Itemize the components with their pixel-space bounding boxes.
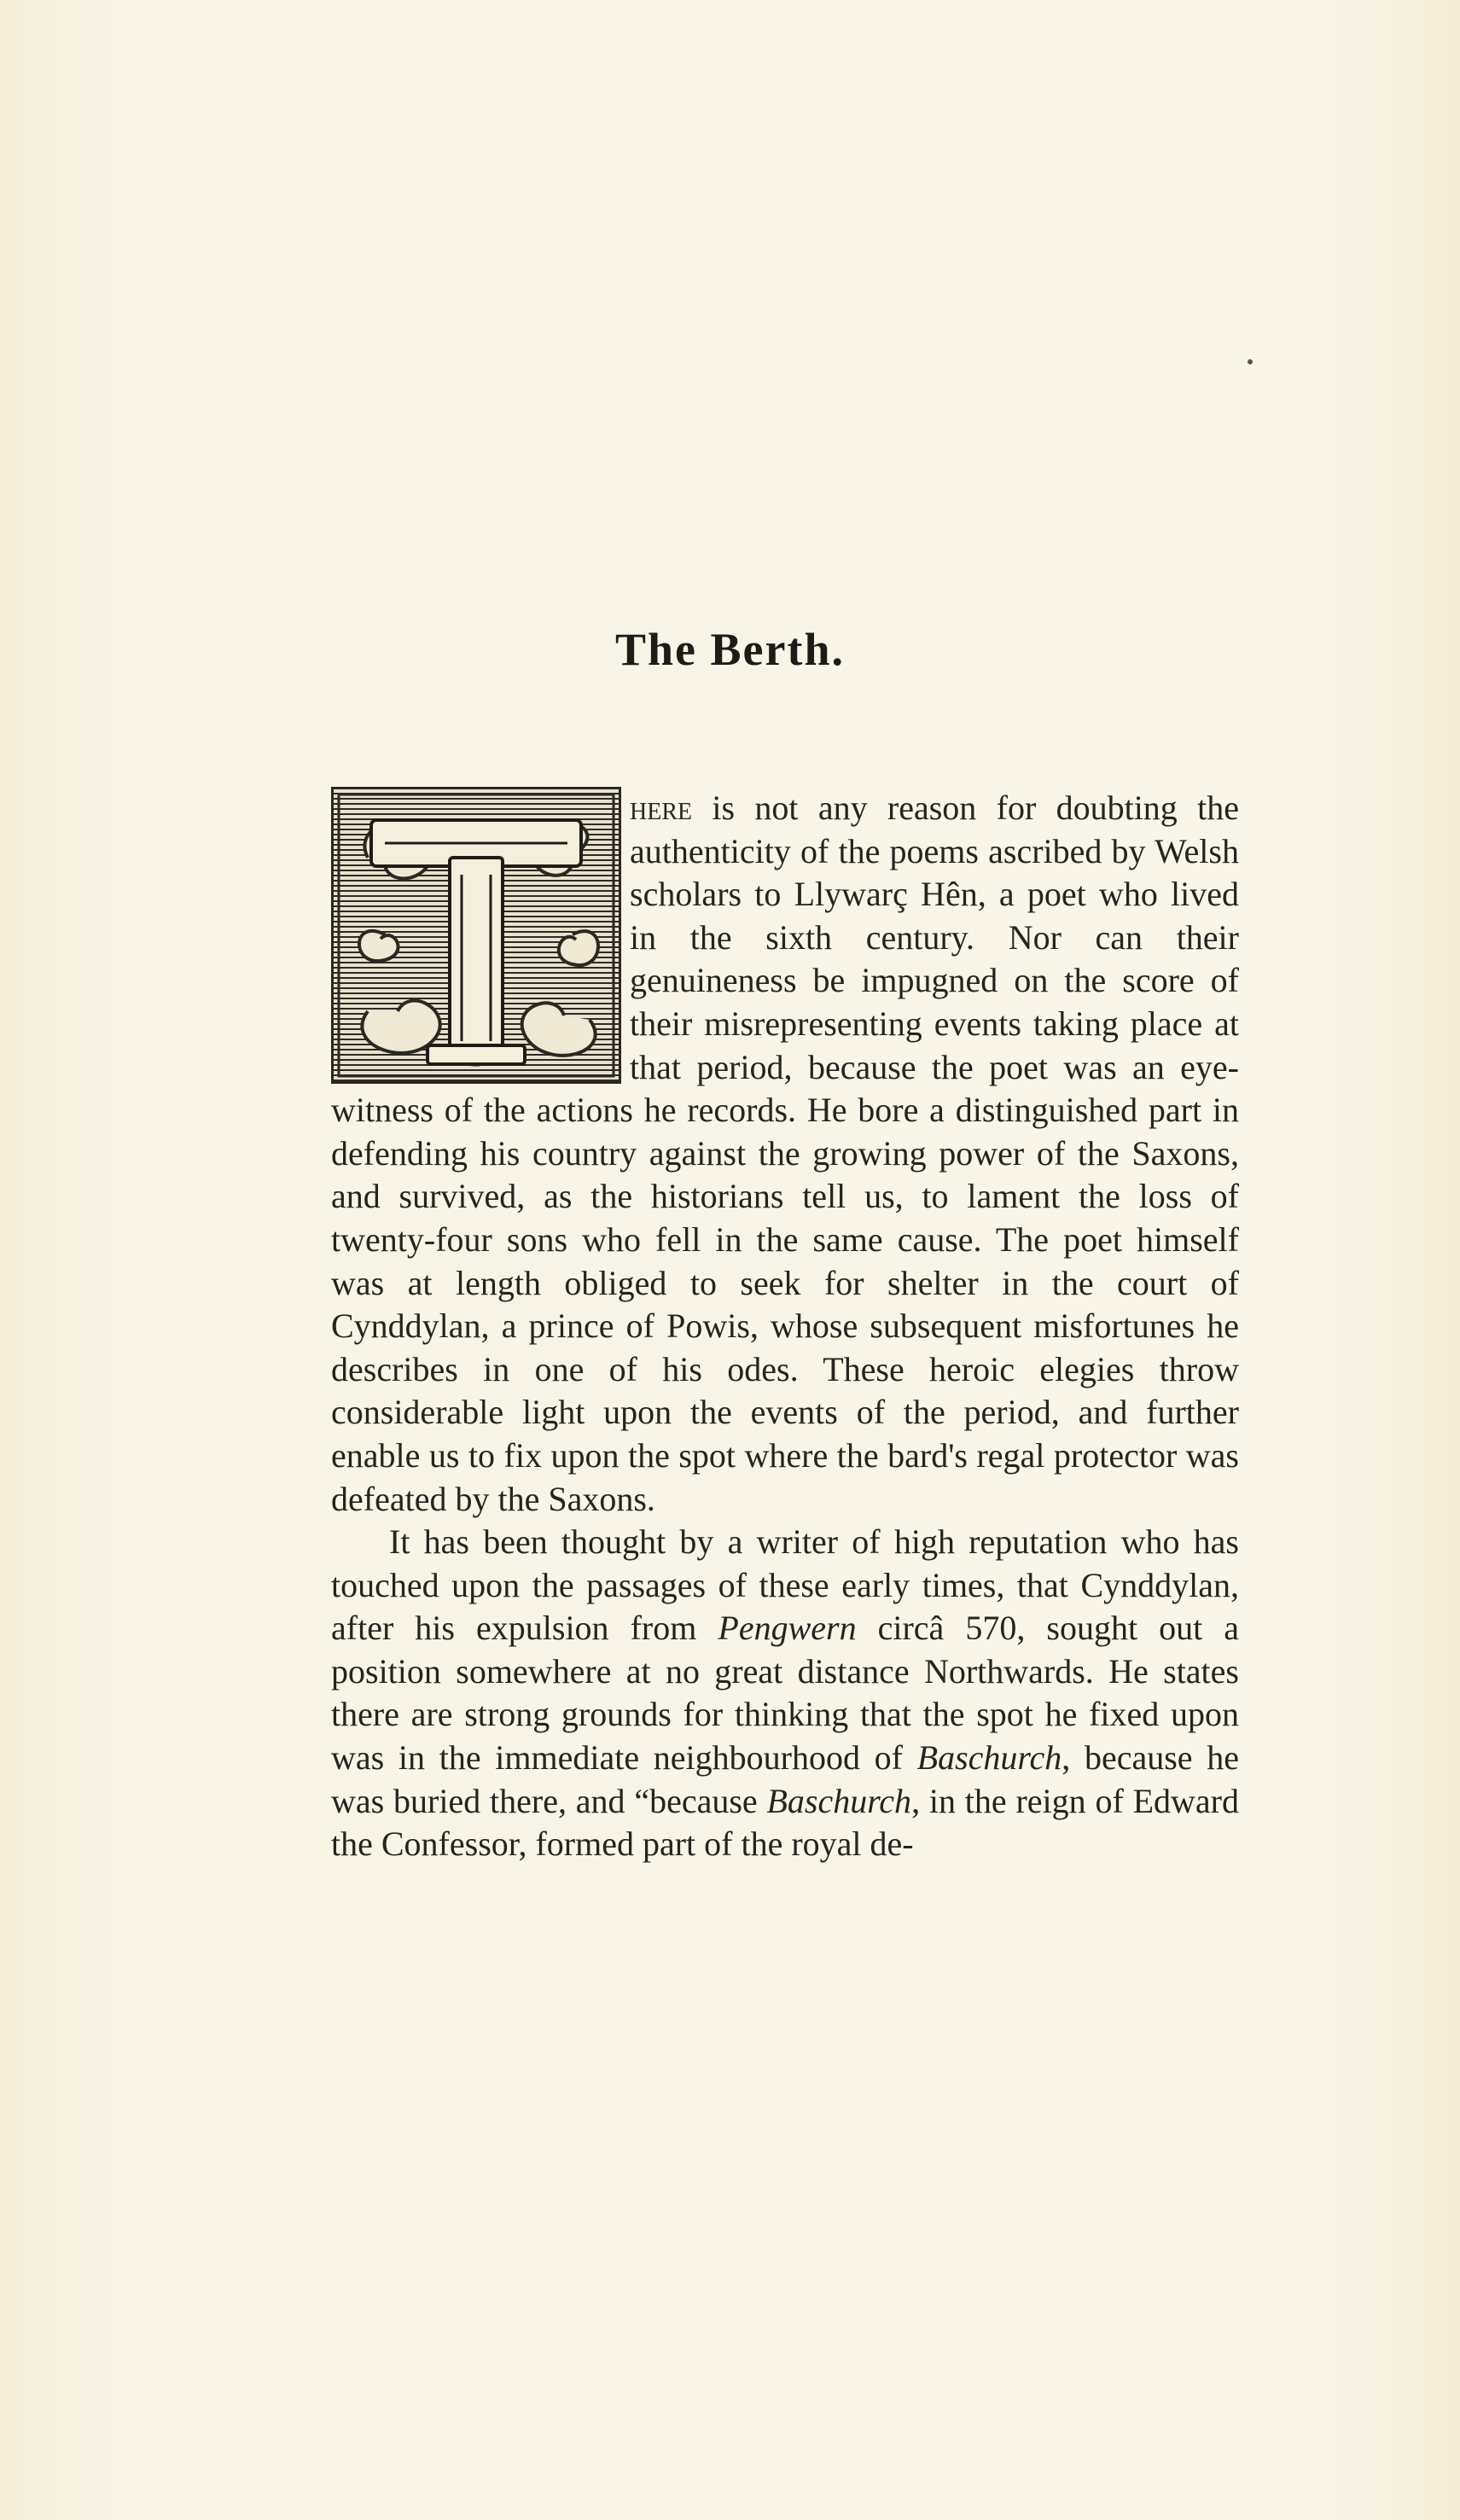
paragraph-2-part1: It has been thought by a writer of high reputation who has touched upon the passages of these early times, that Cynddylan, after his expulsion from xyxy=(331,1522,1239,1648)
paragraph-2-part4: , in the reign of Edward the Confessor, formed part of the royal de- xyxy=(331,1781,1239,1864)
paragraph-1-text: is not any reason for doubting the authenticity of the poems ascribed by Welsh scholars to Llywarç Hên, a poet who lived in the sixth century. Nor can their genuineness be impugned on the score of their misrepresenting events taking place at that period, because the poet was an eye-witness of the actions he records. He bore a distinguished part in defending his country against the growing power of the Saxons, and survived, as the historians tell us, to lament the loss of twenty-four sons who fell in the same cause. The poet himself was at length obliged to seek for shelter in the court of Cynddylan, a prince of Powis, whose subsequent misfortunes he describes in one of his odes. These heroic elegies throw considerable light upon the events of the period, and further enable us to fix upon the spot where the bard's regal protector was defeated by the Saxons. xyxy=(331,789,1239,1518)
paragraph-2-italic2: Baschurch xyxy=(916,1738,1062,1778)
paragraph-2-part2: circâ 570, sought out a position somewhere at no great distance Northwards. He states there are strong grounds for thinking that the spot he fixed upon was in the immediate neighbourhood of xyxy=(331,1609,1239,1778)
page-speck xyxy=(1248,359,1253,364)
paragraph-2-italic1: Pengwern xyxy=(718,1609,857,1648)
paragraph-2-part3: , because he was buried there, and “because xyxy=(331,1738,1239,1820)
paragraph-2 xyxy=(331,1521,1239,1866)
ornamental-initial-art xyxy=(334,789,619,1081)
ornamental-initial xyxy=(331,787,621,1084)
paragraph-1-lead: here xyxy=(630,789,693,827)
chapter-title: The Berth. xyxy=(615,624,845,675)
paragraph-2-italic3: Baschurch xyxy=(766,1781,912,1820)
body-text xyxy=(331,787,1239,1866)
